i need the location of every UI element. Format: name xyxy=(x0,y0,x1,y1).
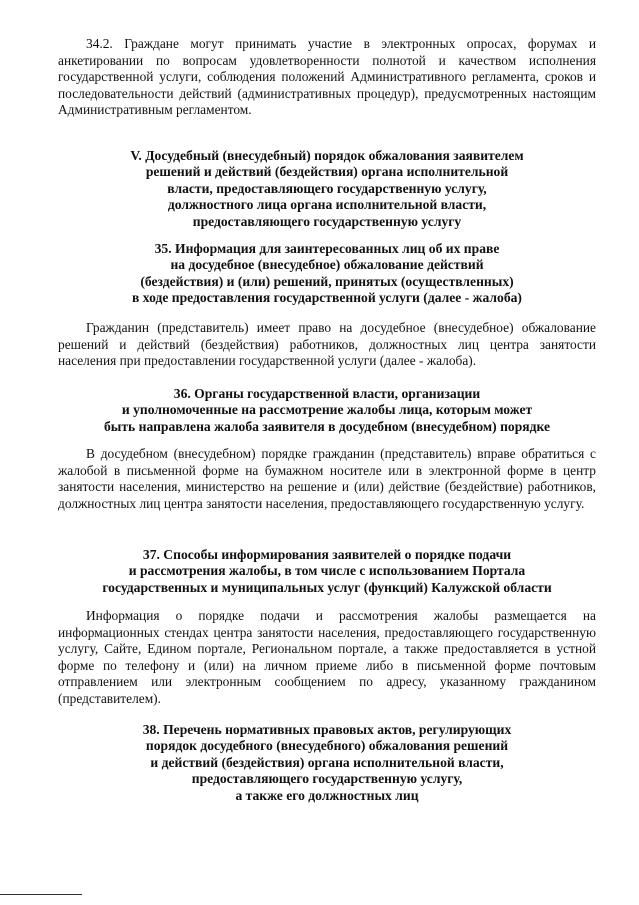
heading-line: и действий (бездействия) органа исполнительной власти, xyxy=(150,754,504,770)
paragraph-37: Информация о порядке подачи и рассмотрения жалобы размещается на информационных стендах центра занятости населения, предоставляющего государственную услугу, Сайте, Едином портале, Региональном портале, а также предоставляется в устной форме по телефону и (или) на личном приеме либо в письменной форме почтовым отправлением или электронным сообщением по адресу, указанному гражданином (представителем). xyxy=(58,608,596,706)
heading-line: предоставляющего государственную услугу, xyxy=(191,771,463,787)
heading-line: должностного лица органа исполнительной власти, xyxy=(167,197,487,213)
heading-line: (бездействия) и (или) решений, принятых (осуществленных) xyxy=(140,273,514,289)
section-v-heading xyxy=(58,148,596,230)
heading-line: в ходе предоставления государственной услуги (далее - жалоба) xyxy=(132,290,522,306)
heading-line: на досудебное (внесудебное) обжалование действий xyxy=(170,257,484,273)
heading-line: порядок досудебного (внесудебного) обжалования решений xyxy=(145,738,509,754)
heading-line: а также его должностных лиц xyxy=(235,787,419,803)
heading-38 xyxy=(58,722,596,804)
heading-line: 38. Перечень нормативных правовых актов, регулирующих xyxy=(142,722,512,737)
footer-rule xyxy=(0,894,82,895)
heading-line: решений и действий (бездействия) органа исполнительной xyxy=(145,164,509,180)
heading-line: и рассмотрения жалобы, в том числе с использованием Портала xyxy=(128,563,526,579)
heading-line: V. Досудебный (внесудебный) порядок обжалования заявителем xyxy=(130,148,524,163)
paragraph-36: В досудебном (внесудебном) порядке гражданин (представитель) вправе обратиться с жалобой в письменной форме на бумажном носителе или в электронной форме в центр занятости населения, министерство на решение и (или) действие (бездействие) работников, должностных лиц центра занятости населения, предоставляющего государственную услугу. xyxy=(58,446,596,511)
heading-line: быть направлена жалоба заявителя в досудебном (внесудебном) порядке xyxy=(103,418,551,434)
heading-line: 37. Способы информирования заявителей о порядке подачи xyxy=(142,547,512,562)
heading-37 xyxy=(58,547,596,596)
heading-line: 35. Информация для заинтересованных лиц об их праве xyxy=(154,241,500,256)
heading-35 xyxy=(58,241,596,307)
heading-line: и уполномоченные на рассмотрение жалобы лица, которым может xyxy=(121,402,533,418)
heading-line: 36. Органы государственной власти, организации xyxy=(173,386,481,401)
heading-line: власти, предоставляющего государственную услугу, xyxy=(167,180,487,196)
heading-line: предоставляющего государственную услугу xyxy=(192,213,462,229)
heading-36 xyxy=(58,386,596,435)
paragraph-35: Гражданин (представитель) имеет право на досудебное (внесудебное) обжалование решений и действий (бездействия) работников, должностных лиц центра занятости населения при предоставлении государственной услуги (далее - жалоба). xyxy=(58,320,596,369)
heading-line: государственных и муниципальных услуг (функций) Калужской области xyxy=(102,579,552,595)
paragraph-34-2: 34.2. Граждане могут принимать участие в электронных опросах, форумах и анкетировании по вопросам удовлетворенности полнотой и качеством исполнения государственной услуги, соблюдения положений Административного регламента, сроков и последовательности действий (административных процедур), предусмотренных настоящим Административным регламентом. xyxy=(58,36,596,118)
